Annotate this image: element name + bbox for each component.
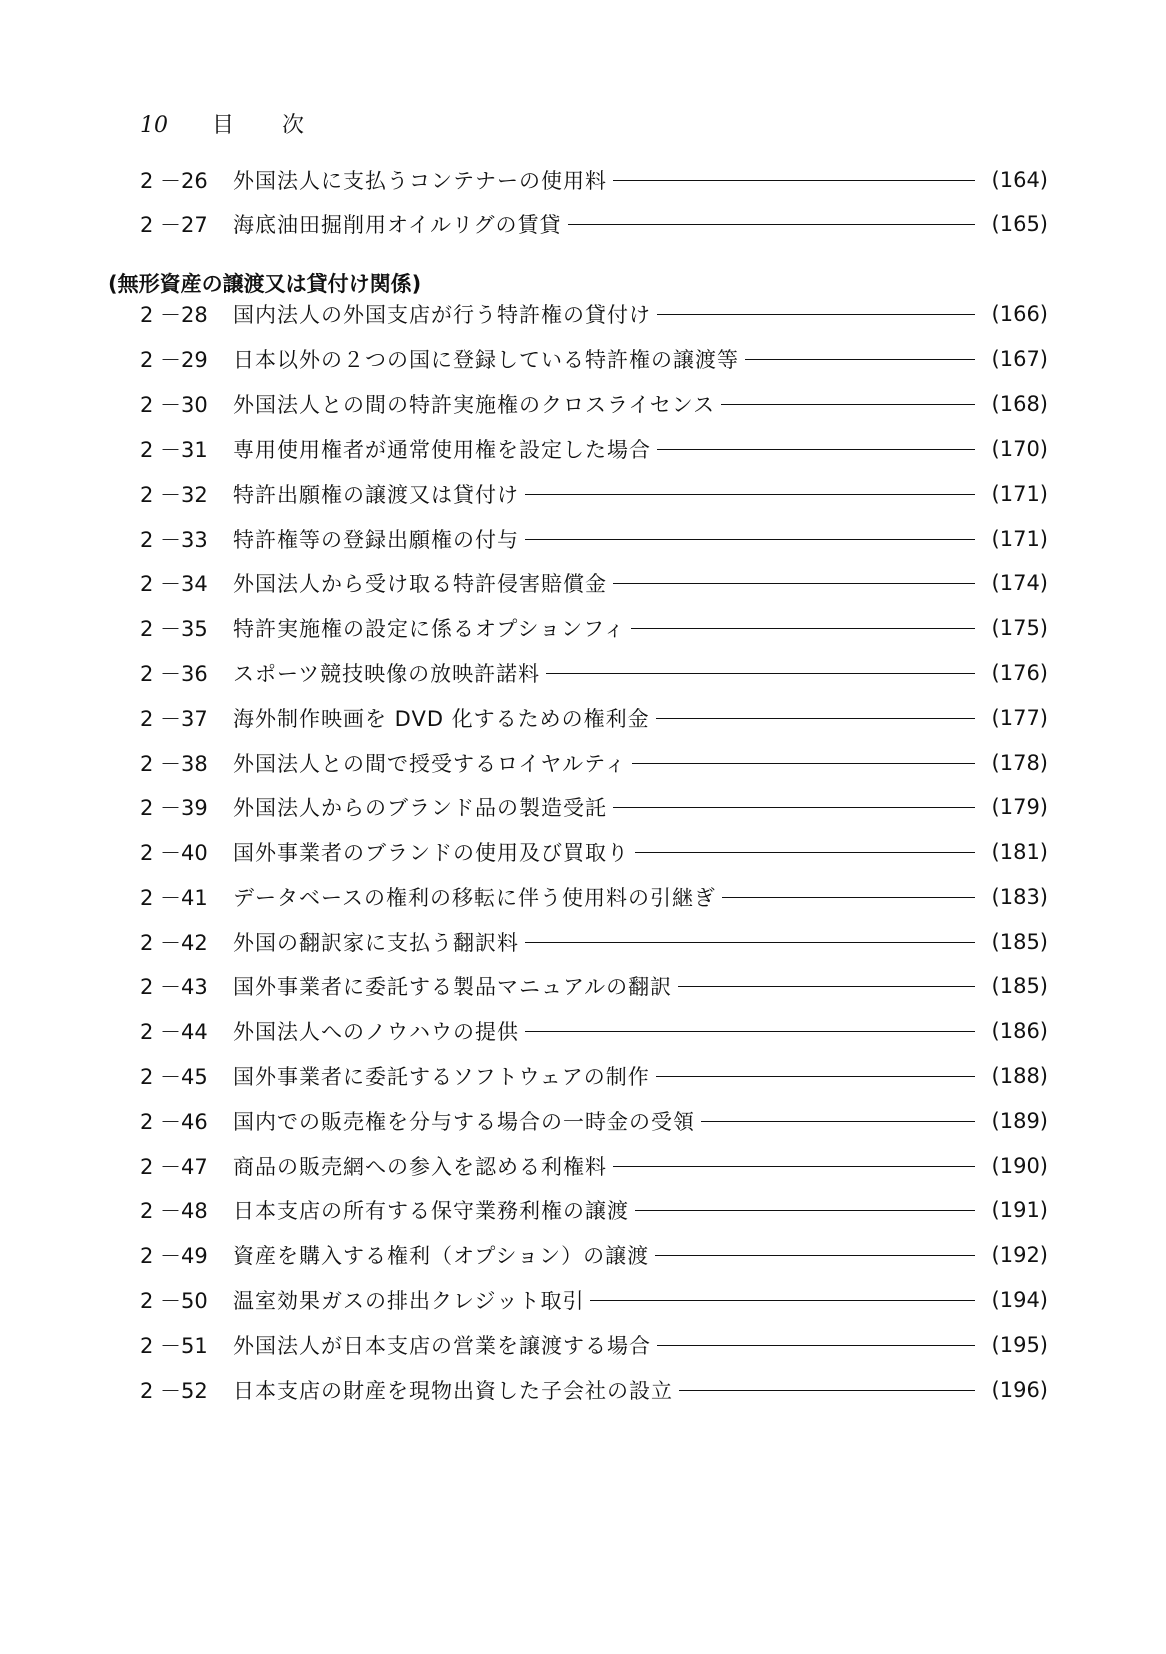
leader-line xyxy=(546,673,975,674)
leader-line xyxy=(657,449,975,450)
toc-row[interactable] xyxy=(140,834,1048,870)
leader-line xyxy=(525,494,975,495)
entry-number: 2 －42 xyxy=(140,931,208,955)
entry-title: 海外制作映画を DVD 化するための権利金 xyxy=(233,707,650,731)
leader-line xyxy=(745,359,975,360)
leader-line xyxy=(613,1166,975,1167)
leader-line xyxy=(656,718,975,719)
leader-line xyxy=(657,314,975,315)
leader-line xyxy=(613,583,975,584)
entry-page: (188) xyxy=(991,1064,1048,1088)
entry-number: 2 －30 xyxy=(140,393,208,417)
entry-number: 2 －26 xyxy=(140,169,208,193)
header-title-char-1: 目 xyxy=(212,113,235,138)
entry-number: 2 －39 xyxy=(140,796,208,820)
entry-page: (168) xyxy=(991,392,1048,416)
entry-number: 2 －31 xyxy=(140,438,208,462)
leader-line xyxy=(679,1390,975,1391)
leader-line xyxy=(701,1121,975,1122)
leader-line xyxy=(613,180,975,181)
entry-title: 資産を購入する権利（オプション）の譲渡 xyxy=(233,1244,650,1268)
leader-line xyxy=(613,807,975,808)
entry-number: 2 －33 xyxy=(140,528,208,552)
entry-number: 2 －37 xyxy=(140,707,208,731)
entry-page: (192) xyxy=(991,1243,1048,1267)
entry-page: (196) xyxy=(991,1378,1048,1402)
entry-title: 特許出願権の譲渡又は貸付け xyxy=(233,483,519,507)
entry-title: 日本支店の財産を現物出資した子会社の設立 xyxy=(233,1379,673,1403)
leader-line xyxy=(656,1076,975,1077)
entry-number: 2 －45 xyxy=(140,1065,208,1089)
entry-number: 2 －40 xyxy=(140,841,208,865)
entry-number: 2 －27 xyxy=(140,213,208,237)
entry-number: 2 －50 xyxy=(140,1289,208,1313)
entry-title: 外国の翻訳家に支払う翻訳料 xyxy=(233,931,519,955)
section-heading: (無形資産の譲渡又は貸付け関係) xyxy=(108,272,422,296)
entry-page: (171) xyxy=(991,527,1048,551)
running-header xyxy=(140,108,352,142)
leader-line xyxy=(525,1031,975,1032)
toc-row[interactable] xyxy=(140,521,1048,557)
entry-title: 海底油田掘削用オイルリグの賃貸 xyxy=(233,213,562,237)
entry-number: 2 －51 xyxy=(140,1334,208,1358)
entry-page: (166) xyxy=(991,302,1048,326)
entry-page: (195) xyxy=(991,1333,1048,1357)
leader-line xyxy=(721,404,975,405)
header-title-char-2: 次 xyxy=(282,113,305,138)
toc-row[interactable] xyxy=(140,1372,1048,1408)
entry-page: (170) xyxy=(991,437,1048,461)
leader-line xyxy=(568,224,975,225)
toc-row[interactable] xyxy=(140,565,1048,601)
toc-row[interactable] xyxy=(140,296,1048,332)
leader-line xyxy=(632,763,975,764)
toc-row[interactable] xyxy=(140,655,1048,691)
entry-title: 日本以外の２つの国に登録している特許権の譲渡等 xyxy=(233,348,739,372)
leader-line xyxy=(722,897,975,898)
entry-title: スポーツ競技映像の放映許諾料 xyxy=(233,662,541,686)
entry-number: 2 －43 xyxy=(140,975,208,999)
toc-row[interactable] xyxy=(140,1013,1048,1049)
entry-title: 外国法人との間の特許実施権のクロスライセンス xyxy=(233,393,716,417)
entry-title: 商品の販売網への参入を認める利権料 xyxy=(233,1155,607,1179)
entry-number: 2 －46 xyxy=(140,1110,208,1134)
toc-row[interactable] xyxy=(140,1103,1048,1139)
leader-line xyxy=(631,628,975,629)
entry-title: 国内法人の外国支店が行う特許権の貸付け xyxy=(233,303,651,327)
entry-number: 2 －47 xyxy=(140,1155,208,1179)
entry-number: 2 －34 xyxy=(140,572,208,596)
entry-title: 外国法人に支払うコンテナーの使用料 xyxy=(233,169,607,193)
entry-number: 2 －29 xyxy=(140,348,208,372)
entry-page: (189) xyxy=(991,1109,1048,1133)
entry-number: 2 －36 xyxy=(140,662,208,686)
leader-line xyxy=(657,1345,975,1346)
entry-title: 外国法人との間で授受するロイヤルティ xyxy=(233,752,627,776)
toc-row[interactable] xyxy=(140,745,1048,781)
entry-page: (185) xyxy=(991,930,1048,954)
leader-line xyxy=(525,942,975,943)
toc-row[interactable] xyxy=(140,341,1048,377)
entry-page: (176) xyxy=(991,661,1048,685)
entry-title: 温室効果ガスの排出クレジット取引 xyxy=(233,1289,585,1313)
entry-number: 2 －52 xyxy=(140,1379,208,1403)
entry-number: 2 －38 xyxy=(140,752,208,776)
entry-page: (194) xyxy=(991,1288,1048,1312)
entry-page: (167) xyxy=(991,347,1048,371)
entry-page: (191) xyxy=(991,1198,1048,1222)
entry-page: (181) xyxy=(991,840,1048,864)
entry-title: 外国法人へのノウハウの提供 xyxy=(233,1020,519,1044)
toc-row[interactable] xyxy=(140,968,1048,1004)
entry-page: (171) xyxy=(991,482,1048,506)
page-number: 10 xyxy=(140,113,168,138)
toc-row[interactable] xyxy=(140,789,1048,825)
toc-row[interactable] xyxy=(140,1192,1048,1228)
leader-line xyxy=(590,1300,975,1301)
toc-row[interactable] xyxy=(140,1237,1048,1273)
entry-number: 2 －28 xyxy=(140,303,208,327)
entry-title: 外国法人が日本支店の営業を譲渡する場合 xyxy=(233,1334,651,1358)
entry-page: (174) xyxy=(991,571,1048,595)
toc-row[interactable] xyxy=(140,1282,1048,1318)
toc-row[interactable] xyxy=(140,924,1048,960)
toc-row[interactable] xyxy=(140,206,1048,242)
entry-number: 2 －32 xyxy=(140,483,208,507)
entry-page: (185) xyxy=(991,974,1048,998)
entry-title: 日本支店の所有する保守業務利権の譲渡 xyxy=(233,1199,629,1223)
entry-title: データベースの権利の移転に伴う使用料の引継ぎ xyxy=(233,886,716,910)
leader-line xyxy=(655,1255,975,1256)
entry-title: 国外事業者に委託する製品マニュアルの翻訳 xyxy=(233,975,673,999)
toc-row[interactable] xyxy=(140,700,1048,736)
entry-page: (186) xyxy=(991,1019,1048,1043)
toc-row[interactable] xyxy=(140,1327,1048,1363)
entry-title: 外国法人からのブランド品の製造受託 xyxy=(233,796,607,820)
entry-page: (179) xyxy=(991,795,1048,819)
entry-page: (190) xyxy=(991,1154,1048,1178)
entry-title: 専用使用権者が通常使用権を設定した場合 xyxy=(233,438,651,462)
toc-row[interactable] xyxy=(140,879,1048,915)
leader-line xyxy=(635,852,975,853)
entry-title: 国外事業者のブランドの使用及び買取り xyxy=(233,841,629,865)
entry-number: 2 －35 xyxy=(140,617,208,641)
entry-title: 特許権等の登録出願権の付与 xyxy=(233,528,519,552)
entry-title: 国外事業者に委託するソフトウェアの制作 xyxy=(233,1065,650,1089)
toc-row[interactable] xyxy=(140,386,1048,422)
leader-line xyxy=(678,986,975,987)
entry-title: 特許実施権の設定に係るオプションフィ xyxy=(233,617,626,641)
entry-number: 2 －49 xyxy=(140,1244,208,1268)
entry-page: (177) xyxy=(991,706,1048,730)
entry-page: (164) xyxy=(991,168,1048,192)
toc-row[interactable] xyxy=(140,1058,1048,1094)
toc-row[interactable] xyxy=(140,476,1048,512)
leader-line xyxy=(525,539,975,540)
entry-page: (165) xyxy=(991,212,1048,236)
toc-row[interactable] xyxy=(140,1148,1048,1184)
toc-row[interactable] xyxy=(140,431,1048,467)
entry-number: 2 －44 xyxy=(140,1020,208,1044)
leader-line xyxy=(635,1210,975,1211)
entry-page: (178) xyxy=(991,751,1048,775)
entry-number: 2 －48 xyxy=(140,1199,208,1223)
entry-page: (183) xyxy=(991,885,1048,909)
toc-row[interactable] xyxy=(140,162,1048,198)
toc-row[interactable] xyxy=(140,610,1048,646)
entry-title: 外国法人から受け取る特許侵害賠償金 xyxy=(233,572,607,596)
entry-page: (175) xyxy=(991,616,1048,640)
entry-title: 国内での販売権を分与する場合の一時金の受領 xyxy=(233,1110,695,1134)
entry-number: 2 －41 xyxy=(140,886,208,910)
